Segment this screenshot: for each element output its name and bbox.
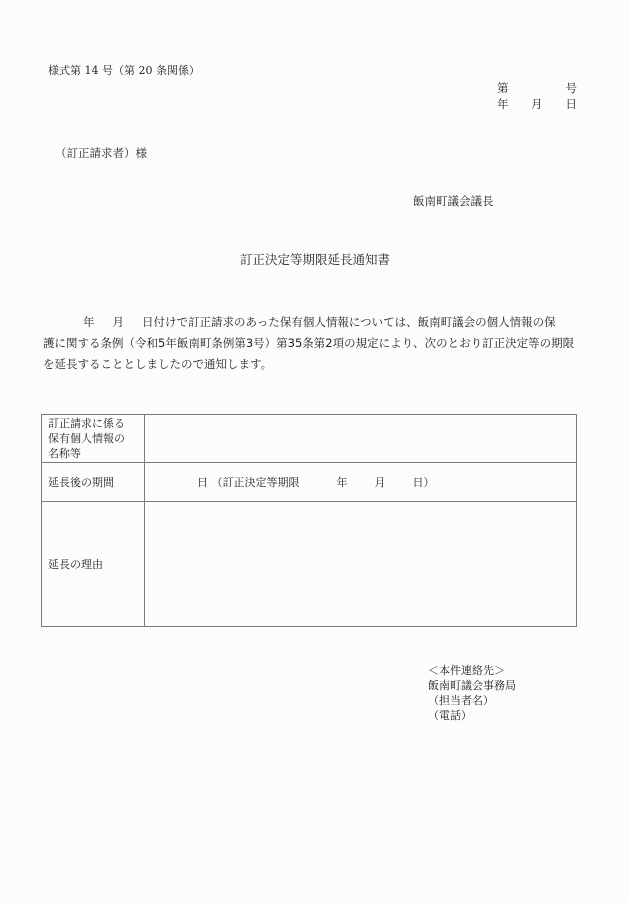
extended-period-value[interactable] bbox=[145, 463, 577, 502]
date-month: 月 bbox=[531, 97, 543, 111]
date-day: 日 bbox=[565, 97, 577, 111]
body-year: 年 bbox=[83, 315, 95, 329]
table-row bbox=[42, 463, 577, 502]
period-day-close: 日） bbox=[412, 476, 435, 489]
body-month: 月 bbox=[112, 315, 124, 329]
document-title: 訂正決定等期限延長通知書 bbox=[239, 252, 390, 267]
table-row bbox=[42, 415, 577, 463]
extended-period-label: 延長後の期間 bbox=[42, 463, 145, 502]
period-year: 年 bbox=[336, 476, 348, 489]
body-line-3: を延長することとしましたので通知します。 bbox=[43, 357, 273, 371]
date-year: 年 bbox=[497, 97, 509, 111]
document-date bbox=[497, 96, 577, 110]
body-line-1 bbox=[43, 312, 583, 333]
period-day: 日 bbox=[197, 476, 208, 489]
info-name-value[interactable] bbox=[145, 415, 577, 463]
extension-reason-label: 延長の理由 bbox=[42, 502, 145, 627]
contact-info bbox=[428, 663, 516, 723]
body-line-2: 護に関する条例（令和5年飯南町条例第3号）第35条第2項の規定により、次のとおり訂正決定等の期限 bbox=[43, 336, 575, 350]
doc-number-prefix: 第 bbox=[497, 81, 509, 95]
contact-office: 飯南町議会事務局 bbox=[428, 679, 516, 692]
form-number: 様式第 14 号（第 20 条関係） bbox=[48, 64, 200, 77]
doc-number-suffix: 号 bbox=[565, 81, 577, 95]
period-deadline-label: （訂正決定等期限 bbox=[211, 476, 300, 489]
contact-heading: ＜本件連絡先＞ bbox=[428, 664, 505, 677]
info-name-label: 訂正請求に係る 保有個人情報の 名称等 bbox=[42, 415, 145, 463]
table-row bbox=[42, 502, 577, 627]
period-month: 月 bbox=[374, 476, 386, 489]
document-number bbox=[497, 80, 577, 94]
contact-phone: （電話） bbox=[428, 709, 472, 722]
sender: 飯南町議会議長 bbox=[413, 194, 494, 208]
addressee: （訂正請求者）様 bbox=[55, 146, 147, 160]
notice-body bbox=[43, 312, 583, 375]
notice-info-table bbox=[41, 414, 577, 627]
body-line-1-text: 日付けで訂正請求のあった保有個人情報については、飯南町議会の個人情報の保 bbox=[142, 315, 556, 329]
contact-person: （担当者名） bbox=[428, 694, 494, 707]
extension-reason-value[interactable] bbox=[145, 502, 577, 627]
